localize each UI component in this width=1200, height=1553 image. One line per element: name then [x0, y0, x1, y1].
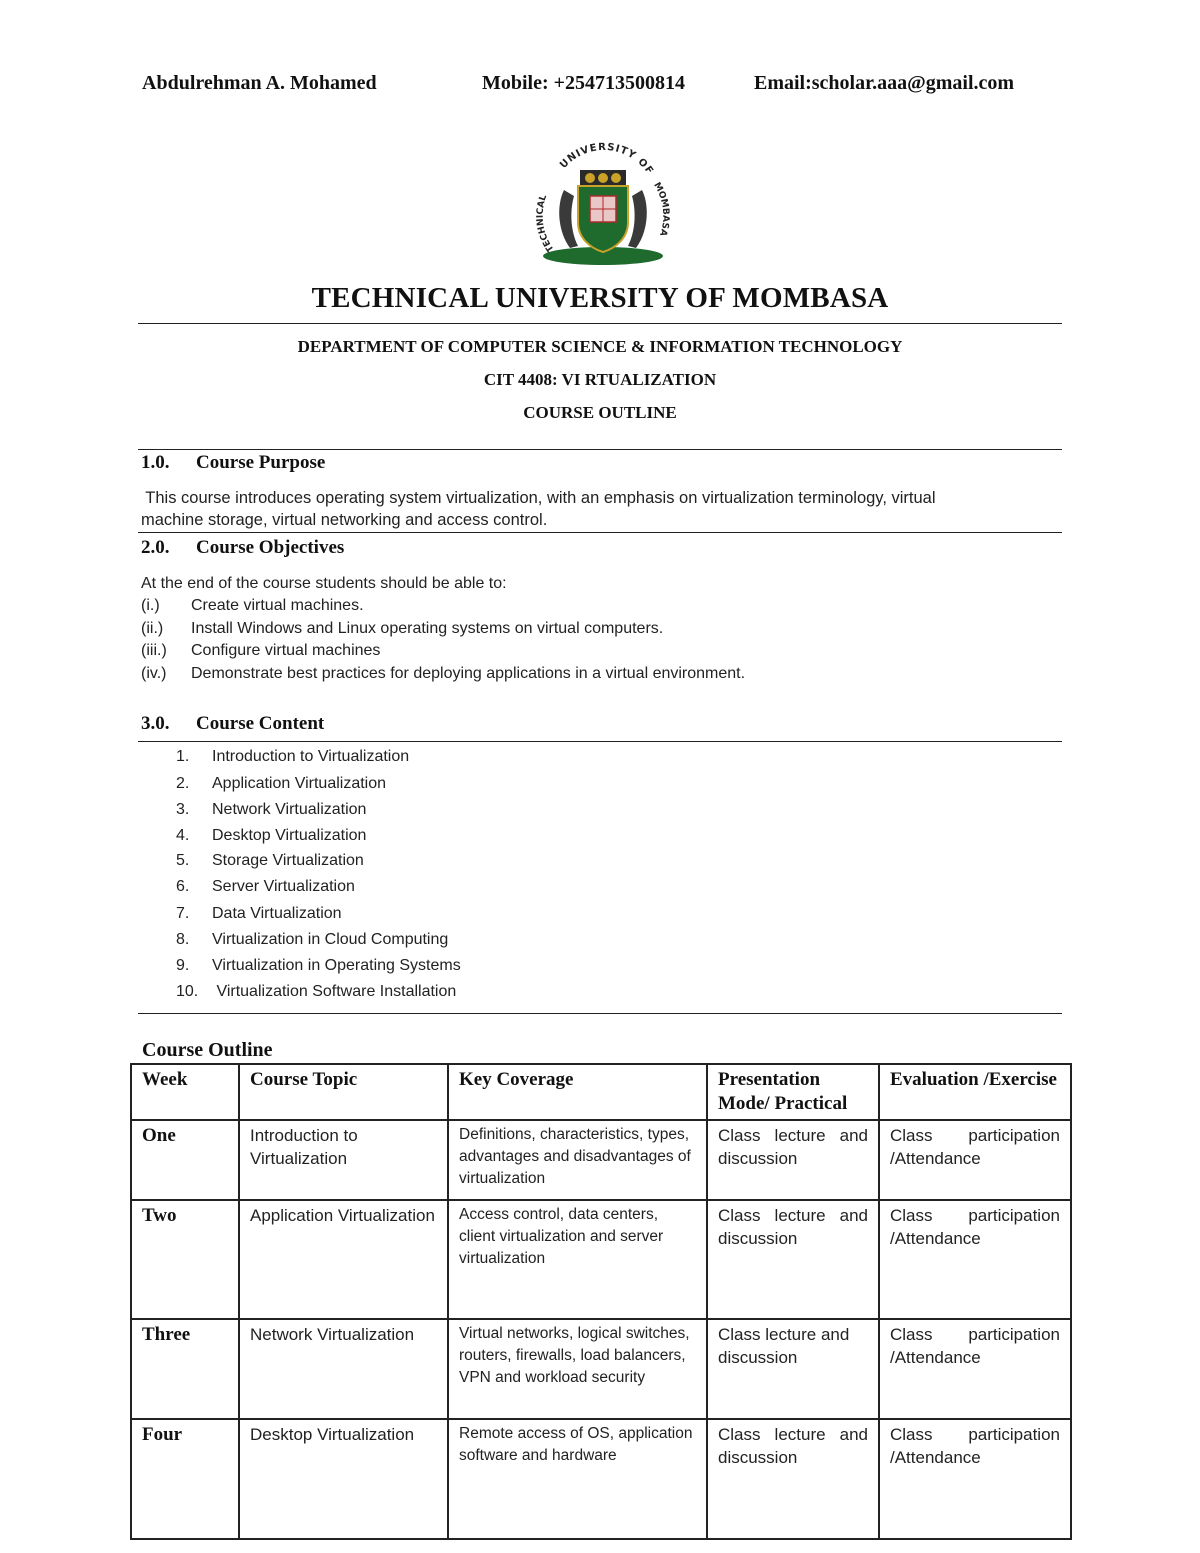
table-row: [131, 1419, 1071, 1539]
evaluation-cell: Class participation /Attendance: [879, 1200, 1071, 1319]
objective-item: (i.) Create virtual machines.: [141, 597, 364, 614]
svg-text:MOMBASA: [651, 181, 670, 237]
content-heading: [141, 713, 324, 735]
column-header: Presentation Mode/ Practical: [707, 1064, 879, 1120]
section-number: 1.0.: [141, 452, 170, 473]
evaluation-cell: Class participation /Attendance: [879, 1419, 1071, 1539]
content-item: 3. Network Virtualization: [176, 801, 367, 818]
mode-cell: Class lecture and discussion: [707, 1200, 879, 1319]
evaluation-cell: Class participation /Attendance: [879, 1120, 1071, 1200]
content-item: 5. Storage Virtualization: [176, 852, 364, 869]
divider: [138, 532, 1062, 533]
content-item: 10. Virtualization Software Installation: [176, 983, 457, 1000]
logo-left-text: TECHNICAL: [535, 193, 557, 254]
objective-item: (iv.) Demonstrate best practices for deploying applications in a virtual environment.: [141, 665, 746, 682]
content-item: 9. Virtualization in Operating Systems: [176, 957, 461, 974]
table-row: [131, 1120, 1071, 1200]
coverage-cell: Access control, data centers, client virtualization and server virtualization: [448, 1200, 707, 1319]
svg-text:TECHNICAL: [536, 193, 557, 253]
content-item: 6. Server Virtualization: [176, 878, 355, 895]
content-item: 2. Application Virtualization: [176, 775, 387, 792]
week-cell: Four: [131, 1419, 239, 1539]
content-item: 1. Introduction to Virtualization: [176, 748, 410, 765]
column-header: Evaluation /Exercise: [879, 1064, 1071, 1120]
column-header: Key Coverage: [448, 1064, 707, 1120]
section-number: 2.0.: [141, 537, 170, 558]
mode-cell: Class lecture and discussion: [707, 1120, 879, 1200]
evaluation-cell: Class participation /Attendance: [879, 1319, 1071, 1419]
week-cell: One: [131, 1120, 239, 1200]
author-name: Abdulrehman A. Mohamed: [142, 72, 377, 94]
objective-item: (ii.) Install Windows and Linux operating systems on virtual computers.: [141, 620, 664, 637]
coverage-cell: Virtual networks, logical switches, routers, firewalls, load balancers, VPN and workload security: [448, 1319, 707, 1419]
mobile-number: Mobile: +254713500814: [482, 72, 686, 94]
mode-cell: Class lecture and discussion: [707, 1319, 879, 1419]
purpose-text-line: This course introduces operating system virtualization, with an emphasis on virtualization terminology, virtual: [141, 489, 936, 507]
logo-right-text: MOMBASA: [651, 180, 671, 238]
course-code: CIT 4408: VI RTUALIZATION: [483, 370, 717, 389]
section-title: Course Objectives: [196, 537, 345, 558]
divider: [138, 1013, 1062, 1014]
section-title: Course Content: [196, 713, 325, 734]
contact-header: [142, 72, 1062, 100]
week-cell: Three: [131, 1319, 239, 1419]
coverage-cell: Definitions, characteristics, types, advantages and disadvantages of virtualization: [448, 1120, 707, 1200]
column-header: Course Topic: [239, 1064, 448, 1120]
table-row: [131, 1319, 1071, 1419]
content-item: 7. Data Virtualization: [176, 905, 342, 922]
divider: [138, 741, 1062, 742]
content-item: 4. Desktop Virtualization: [176, 827, 367, 844]
logo-top-text: UNIVERSITY OF: [558, 141, 656, 178]
column-header: Week: [131, 1064, 239, 1120]
title-divider: [138, 323, 1062, 324]
week-cell: Two: [131, 1200, 239, 1319]
mode-cell: Class lecture and discussion: [707, 1419, 879, 1539]
purpose-text-line: machine storage, virtual networking and access control.: [141, 511, 548, 529]
topic-cell: Desktop Virtualization: [239, 1419, 448, 1539]
objectives-heading: [141, 537, 344, 559]
topic-cell: Network Virtualization: [239, 1319, 448, 1419]
university-logo: [530, 140, 676, 266]
department-title: DEPARTMENT OF COMPUTER SCIENCE & INFORMATION TECHNOLOGY: [297, 337, 903, 356]
coverage-cell: Remote access of OS, application software and hardware: [448, 1419, 707, 1539]
document-title: COURSE OUTLINE: [523, 403, 677, 422]
university-title: TECHNICAL UNIVERSITY OF MOMBASA: [311, 282, 889, 314]
course-outline-label: Course Outline: [142, 1039, 273, 1061]
topic-cell: Introduction to Virtualization: [239, 1120, 448, 1200]
topic-cell: Application Virtualization: [239, 1200, 448, 1319]
course-outline-table: [130, 1063, 1072, 1540]
objectives-intro: At the end of the course students should be able to:: [141, 575, 507, 592]
purpose-heading: [141, 452, 325, 474]
content-item: 8. Virtualization in Cloud Computing: [176, 931, 449, 948]
section-number: 3.0.: [141, 713, 170, 734]
table-header-row: [131, 1064, 1071, 1120]
section-title: Course Purpose: [196, 452, 326, 473]
divider: [138, 449, 1062, 450]
table-row: [131, 1200, 1071, 1319]
objective-item: (iii.) Configure virtual machines: [141, 642, 381, 659]
email-address: Email:scholar.aaa@gmail.com: [754, 72, 1015, 94]
